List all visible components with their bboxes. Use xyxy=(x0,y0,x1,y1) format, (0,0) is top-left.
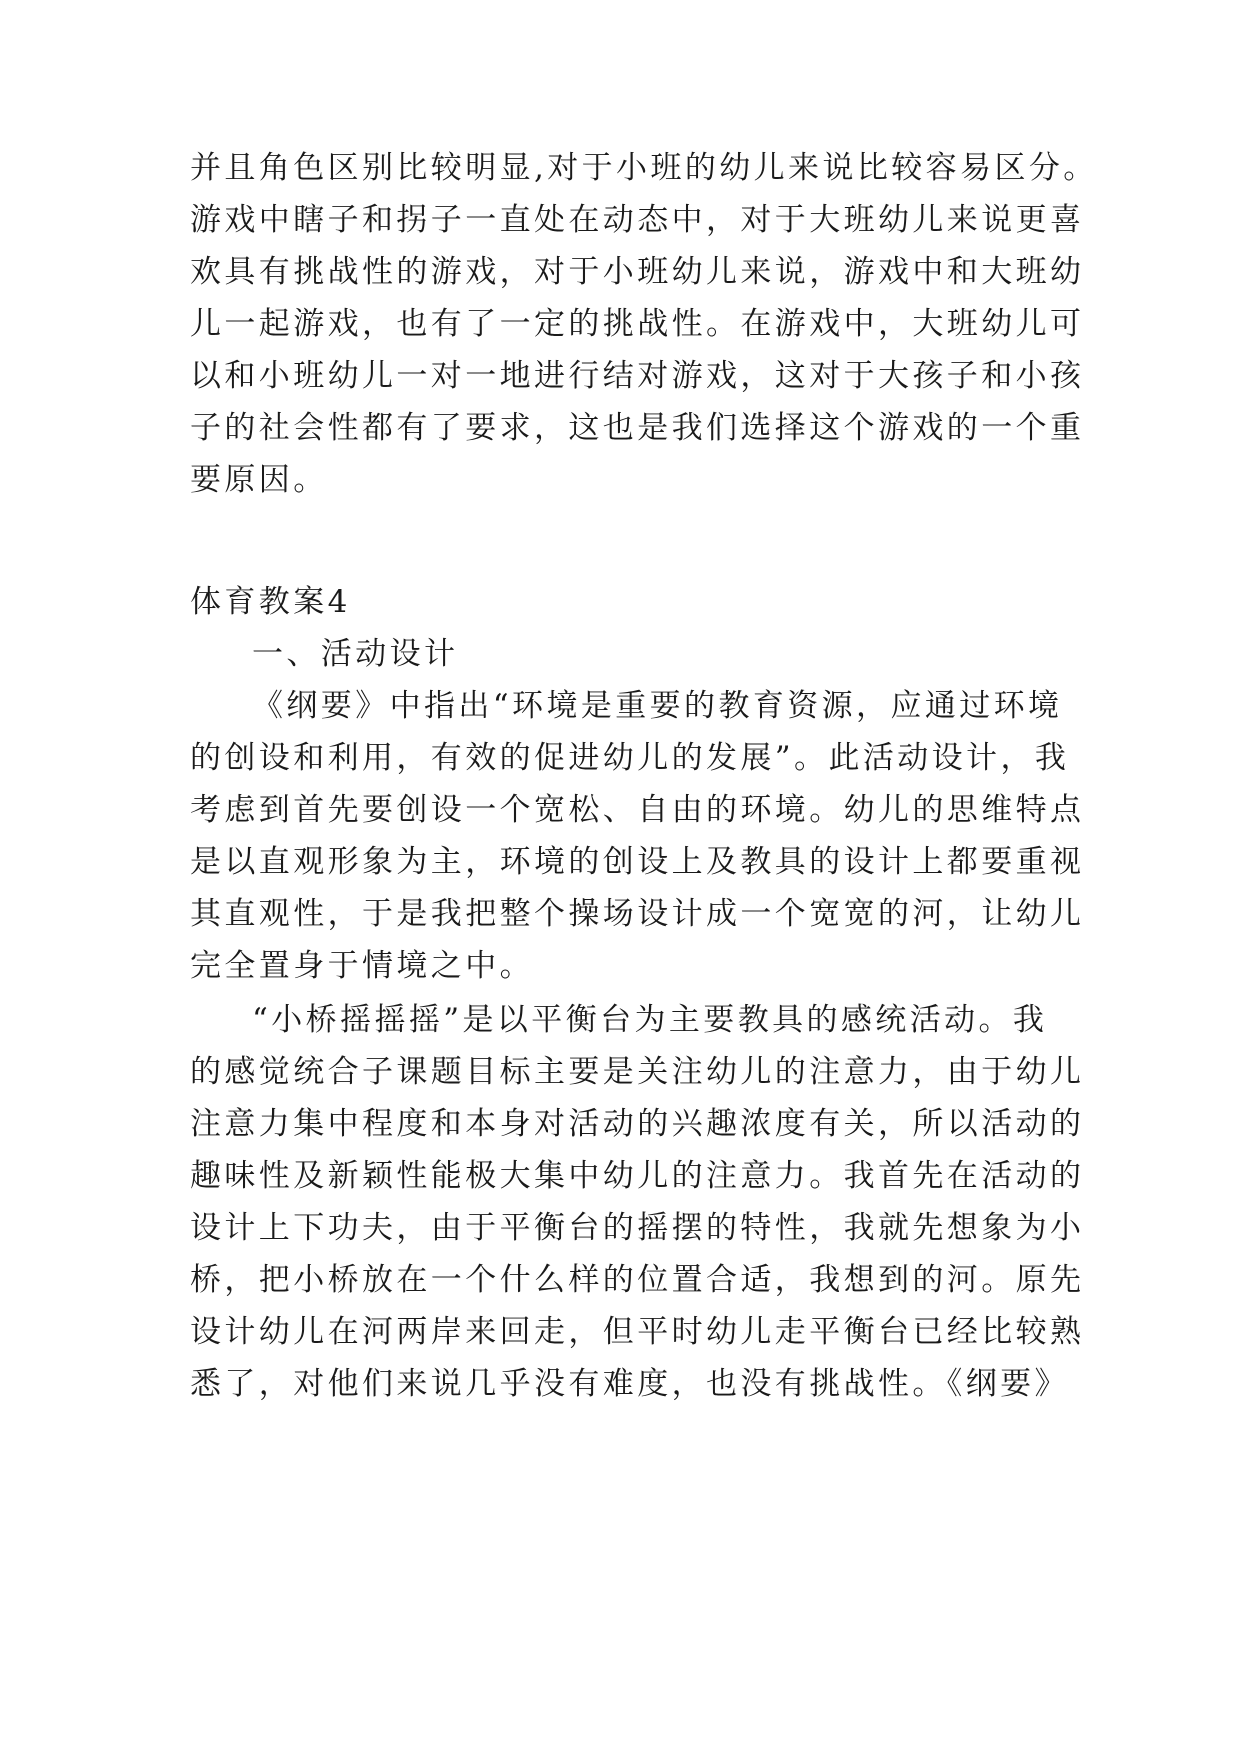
paragraph-3-line-2: 的感觉统合子课题目标主要是关注幼儿的注意力，由于幼儿 xyxy=(190,1054,1085,1090)
section-title: 体育教案4 xyxy=(190,584,351,620)
paragraph-3-line-1: “小桥摇摇摇”是以平衡台为主要教具的感统活动。我 xyxy=(252,1002,1048,1038)
paragraph-1-line-1: 并且角色区别比较明显,对于小班的幼儿来说比较容易区分。 xyxy=(190,150,1098,186)
paragraph-2-line-5: 其直观性，于是我把整个操场设计成一个宽宽的河，让幼儿 xyxy=(190,896,1085,932)
paragraph-2-line-2: 的创设和利用，有效的促进幼儿的发展”。此活动设计，我 xyxy=(190,740,1070,776)
paragraph-3-line-3: 注意力集中程度和本身对活动的兴趣浓度有关，所以活动的 xyxy=(190,1106,1085,1142)
paragraph-1-line-5: 以和小班幼儿一对一地进行结对游戏，这对于大孩子和小孩 xyxy=(190,358,1085,394)
paragraph-2-line-4: 是以直观形象为主，环境的创设上及教具的设计上都要重视 xyxy=(190,844,1085,880)
paragraph-3-line-7: 设计幼儿在河两岸来回走，但平时幼儿走平衡台已经比较熟 xyxy=(190,1314,1085,1350)
paragraph-1-line-2: 游戏中瞎子和拐子一直处在动态中，对于大班幼儿来说更喜 xyxy=(190,202,1085,238)
paragraph-3-line-8: 悉了，对他们来说几乎没有难度，也没有挑战性。《纲要》 xyxy=(190,1366,1069,1402)
paragraph-2-line-6: 完全置身于情境之中。 xyxy=(190,948,534,984)
paragraph-3-line-6: 桥，把小桥放在一个什么样的位置合适，我想到的河。原先 xyxy=(190,1262,1085,1298)
paragraph-2-line-1: 《纲要》中指出“环境是重要的教育资源，应通过环境 xyxy=(252,688,1063,724)
paragraph-2-line-3: 考虑到首先要创设一个宽松、自由的环境。幼儿的思维特点 xyxy=(190,792,1085,828)
paragraph-3-line-4: 趣味性及新颖性能极大集中幼儿的注意力。我首先在活动的 xyxy=(190,1158,1085,1194)
paragraph-3-line-5: 设计上下功夫，由于平衡台的摇摆的特性，我就先想象为小 xyxy=(190,1210,1085,1246)
paragraph-1-line-7: 要原因。 xyxy=(190,462,328,498)
paragraph-1-line-6: 子的社会性都有了要求，这也是我们选择这个游戏的一个重 xyxy=(190,410,1085,446)
paragraph-1-line-3: 欢具有挑战性的游戏，对于小班幼儿来说，游戏中和大班幼 xyxy=(190,254,1085,290)
subsection-title: 一、活动设计 xyxy=(252,636,459,672)
paragraph-1-line-4: 儿一起游戏，也有了一定的挑战性。在游戏中，大班幼儿可 xyxy=(190,306,1085,342)
